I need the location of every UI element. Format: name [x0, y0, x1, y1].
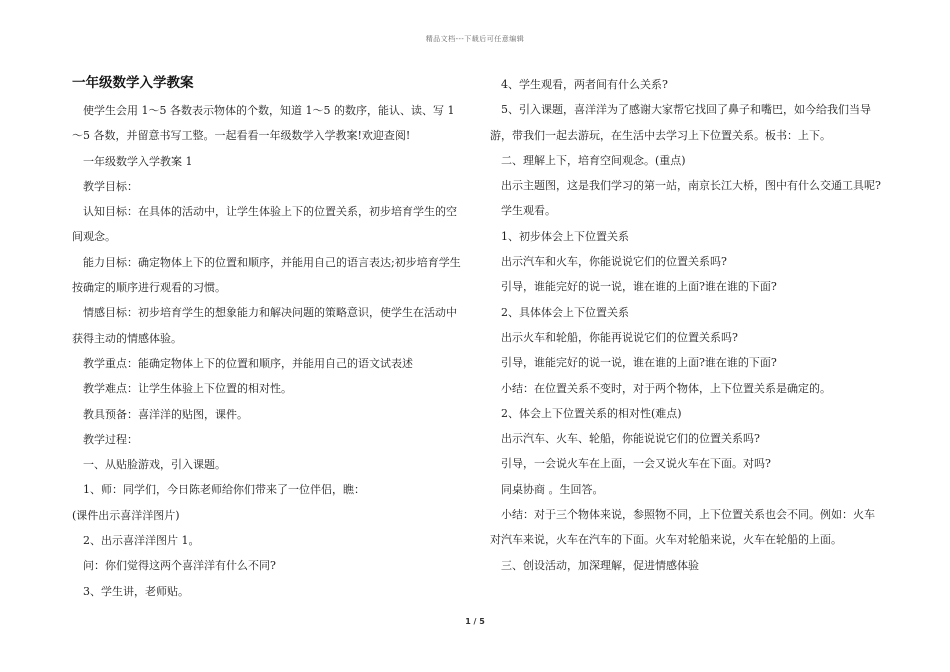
paragraph: 5、引入课题，喜洋洋为了感谢大家帮它找回了鼻子和嘴巴，如今给我们当导游，带我们一起去游玩，在生活中去学习上下位置关系。板书：上下。 [490, 103, 871, 142]
paragraph: 三、创设活动，加深理解，促进情感体验 [501, 558, 699, 572]
paragraph: 引导，一会说火车在上面，一会又说火车在下面。对吗? [501, 457, 771, 471]
paragraph: 教学目标： [83, 179, 138, 193]
paragraph: 出示汽车、火车、轮船，你能说说它们的位置关系吗? [501, 432, 760, 446]
right-column [490, 72, 882, 578]
paragraph: 教学难点：让学生体验上下位置的相对性。 [83, 382, 292, 396]
paragraph: 学生观看。 [501, 204, 556, 218]
paragraph: 使学生会用 1～5 各数表示物体的个数，知道 1～5 的数序，能认、读、写 1～5 各数，并留意书写工整。一起看看一年级数学入学教案!欢迎查阅! [72, 104, 455, 143]
paragraph: 出示主题图，这是我们学习的第一站，南京长江大桥，图中有什么交通工具呢? [501, 179, 881, 193]
paragraph: 2、体会上下位置关系的相对性(难点) [501, 406, 682, 420]
paragraph: 出示汽车和火车，你能说说它们的位置关系吗? [501, 255, 727, 269]
paragraph: 3、学生讲，老师贴。 [83, 584, 189, 598]
paragraph: 一、从贴脸游戏，引入课题。 [83, 458, 226, 472]
paragraph: 认知目标：在具体的活动中，让学生体验上下的位置关系，初步培育学生的空间观念。 [72, 205, 457, 244]
paragraph: 小结：对于三个物体来说，参照物不同，上下位置关系也会不同。例如：火车对汽车来说，火车在汽车的下面。火车对轮船来说，火车在轮船的上面。 [490, 508, 875, 547]
paragraph: 教学过程： [83, 432, 138, 446]
paragraph: 1、师：同学们，今日陈老师给你们带来了一位伴侣，瞧： [83, 483, 365, 497]
paragraph: 1、初步体会上下位置关系 [501, 229, 629, 243]
left-column [72, 72, 462, 604]
paragraph: 2、出示喜洋洋图片 1。 [83, 534, 200, 548]
paragraph: 能力目标：确定物体上下的位置和顺序，并能用自己的语言表达;初步培育学生按确定的顺序进行观看的习惯。 [72, 255, 461, 295]
document-title: 一年级数学入学教案 [72, 75, 194, 91]
paragraph: (课件出示喜洋洋图片) [72, 508, 180, 522]
paragraph: 4、学生观看，两者间有什么关系? [501, 78, 668, 91]
paragraph: 二、理解上下，培育空间观念。(重点) [501, 153, 686, 167]
page-header-note: 精品文档---下载后可任意编辑 [425, 35, 525, 43]
paragraph: 情感目标：初步培育学生的想象能力和解决问题的策略意识，使学生在活动中获得主动的情感体验。 [72, 306, 457, 345]
paragraph: 一年级数学入学教案 1 [83, 154, 193, 168]
paragraph: 同桌协商 。生回答。 [501, 482, 604, 496]
paragraph: 引导，谁能完好的说一说，谁在谁的上面?谁在谁的下面? [501, 280, 777, 294]
paragraph: 出示火车和轮船，你能再说说它们的位置关系吗? [501, 330, 738, 344]
page-number: 1 / 5 [465, 617, 485, 626]
paragraph: 教学重点：能确定物体上下的位置和顺序，并能用自己的语文试表述 [83, 356, 413, 370]
paragraph: 问：你们觉得这两个喜洋洋有什么不同? [83, 559, 276, 573]
paragraph: 2、具体体会上下位置关系 [501, 305, 629, 319]
paragraph: 引导，谁能完好的说一说，谁在谁的上面?谁在谁的下面? [501, 356, 777, 370]
paragraph: 小结：在位置关系不变时，对于两个物体，上下位置关系是确定的。 [501, 381, 831, 395]
paragraph: 教具预备：喜洋洋的贴图，课件。 [83, 407, 248, 421]
